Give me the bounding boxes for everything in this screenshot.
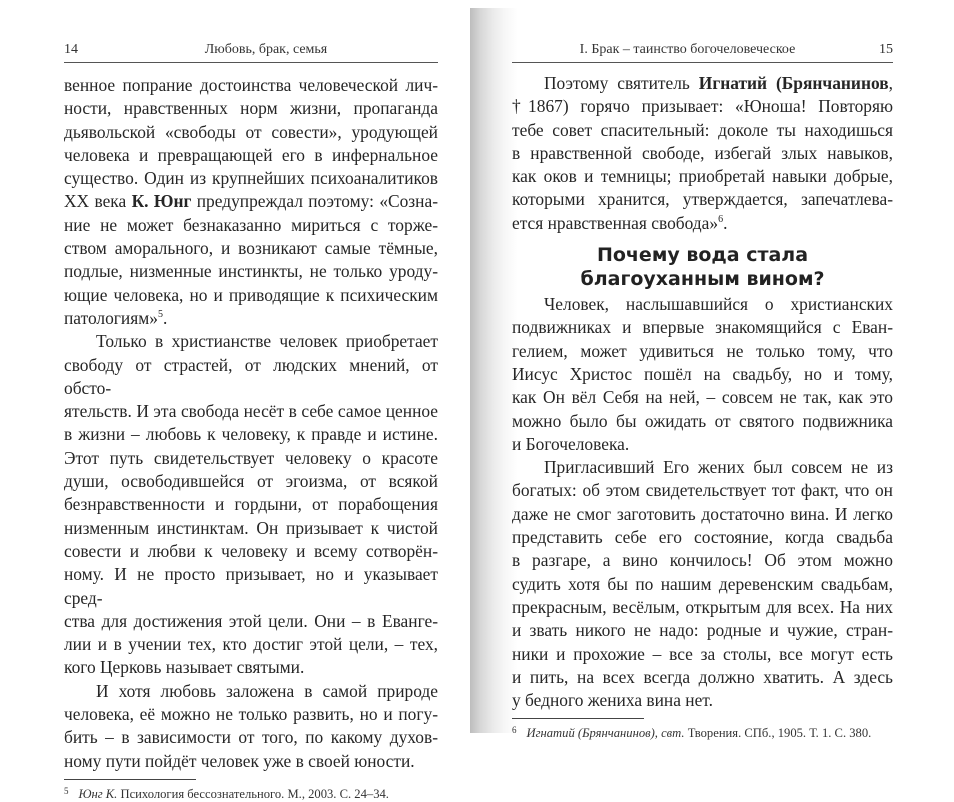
footnote-5	[64, 783, 438, 802]
bold-name: Игнатий (Брянчанинов	[698, 73, 889, 93]
footnote-author: Игнатий (Брянчанинов), свт.	[526, 726, 685, 741]
text-line: ятельств. И эта свобода несёт в себе самое ценное	[64, 401, 438, 422]
text-line: гелием, может удивиться не только тому, что	[512, 340, 893, 361]
text-line: Поэтому святитель Игнатий (Брянчанинов,	[544, 73, 893, 93]
left-page	[0, 0, 470, 801]
left-page-column	[64, 40, 438, 802]
running-head-left	[64, 40, 438, 63]
bold-name: К. Юнг	[131, 191, 192, 212]
text-line: и Богочеловека.	[512, 433, 630, 454]
text-line: даже не смог заготовить достаточно вина. И легко	[512, 503, 893, 524]
text-line: в нравственной свободе, избегай злых навыков,	[512, 142, 893, 163]
text-line: как Он вёл Себя на ней, – совсем не так, как это	[512, 387, 893, 408]
text-line: подлые, низменные инстинкты, не только уроду-	[64, 261, 438, 282]
running-head-title: I. Брак – таинство богочеловеческое	[579, 42, 796, 57]
text-line: представить себе его состояние, когда свадьба	[512, 527, 893, 548]
text-line: у бедного жениха вина нет.	[512, 690, 713, 711]
text-line: совести и любви к человеку и всему сотворён-	[64, 540, 438, 561]
right-body-text	[512, 72, 893, 712]
section-heading	[512, 235, 893, 293]
text-line: которыми хранится, утверждается, запечатлева-	[512, 189, 893, 210]
text-line: Этот путь свидетельствует человеку о красоте	[64, 447, 438, 468]
text-line: тебе совет спасительный: доколе ты находишься	[512, 119, 893, 140]
footnote-ref: 6	[718, 213, 724, 225]
text-line: безнравственности и гордыни, от порабощения	[64, 494, 438, 515]
text-line: и пить, на всех всегда должно хватить. А здесь	[512, 666, 893, 687]
text-line: лии и в учении тех, кто достиг этой цели, – тех,	[64, 634, 438, 655]
page-number: 14	[64, 42, 78, 57]
text-line: существо. Один из крупнейших психоаналитиков	[64, 168, 438, 189]
text-line: человека и превращающей его в инфернальное	[64, 144, 438, 165]
right-page	[470, 8, 954, 741]
text-line: Иисус Христос пошёл на свадьбу, но и тому,	[512, 363, 893, 384]
text-line: бить – в зависимости от того, по какому духов-	[64, 727, 438, 748]
text-line: ному. И не просто призывает, но и указывает сред-	[64, 564, 438, 608]
text-line: Только в христианстве человек приобретает	[96, 331, 438, 352]
footnote-number: 6	[512, 725, 517, 736]
text-line: в разгаре, а вино кончилось! Об этом можно	[512, 550, 893, 571]
text-line: и звать никого не надо: родные и чужие, стран-	[512, 620, 893, 641]
footnote-number: 5	[64, 785, 69, 796]
footnote-6	[512, 722, 893, 741]
section-heading-line: Почему вода стала	[596, 244, 809, 267]
text-line: прекрасным, весёлым, открытым для всех. На них	[512, 596, 893, 617]
running-head-title: Любовь, брак, семья	[204, 42, 328, 57]
left-body-text	[64, 74, 438, 773]
footnote-text: Творения. СПб., 1905. Т. 1. С. 380.	[684, 726, 872, 741]
footnote-text: Психология бессознательного. М., 2003. С. 24–34.	[117, 786, 389, 801]
text-line: венное попрание достоинства человеческой лич-	[64, 75, 438, 95]
text-line: Пригласивший Его жених был совсем не из	[544, 457, 893, 478]
text-line: ющие человека, но и приводящие к психическим	[64, 284, 438, 305]
text-line: богатых: об этом свидетельствует тот факт, что он	[512, 480, 893, 501]
section-heading-line: благоуханным вином?	[580, 268, 825, 291]
text-line: человека, её можно не только развить, но и погу-	[64, 704, 438, 725]
text-line: свободу от страстей, от людских мнений, от обсто-	[64, 354, 438, 398]
text-line: И хотя любовь заложена в самой природе	[96, 680, 438, 701]
paragraphs-before-heading	[512, 72, 893, 235]
text-line: дьявольской «свободы от совести», уродующей	[64, 121, 438, 142]
text-line: в жизни – любовь к человеку, к правде и истине.	[64, 424, 438, 445]
paragraphs-after-heading	[512, 293, 893, 712]
text-line: патологиям»$^5$.	[64, 307, 168, 328]
footnote-divider	[512, 718, 644, 719]
text-line: можно было бы ожидать от святого подвижника	[512, 410, 893, 431]
text-line: Человек, наслышавшийся о христианских	[544, 294, 893, 315]
text-line: ства для достижения этой цели. Они – в Еванге-	[64, 610, 438, 631]
footnote-ref: 5	[157, 308, 163, 320]
text-line: †1867) горячо призывает: «Юноша! Повторяю	[512, 96, 893, 117]
text-line: души, освободившейся от эгоизма, от всякой	[64, 471, 438, 492]
running-head-right	[512, 40, 893, 63]
right-page-column	[512, 40, 893, 741]
text-line: как оков и темницы; приобретай навыки добрые,	[512, 166, 893, 187]
text-line: ние не может безнаказанно мириться с торже-	[64, 214, 438, 235]
text-line: ности, нравственных норм жизни, пропаганда	[64, 98, 438, 119]
text-line: низменным инстинктам. Он призывает к чистой	[64, 517, 438, 538]
text-line: ется нравственная свобода»$^6$.	[512, 212, 728, 233]
page-number: 15	[879, 42, 893, 57]
text-line: XX века К. Юнг предупреждал поэтому: «Созна-	[64, 191, 438, 212]
footnote-divider	[64, 779, 196, 780]
text-line: подвижниках и впервые знакомящийся с Еван-	[512, 317, 893, 338]
text-line: ством аморального, и возникают самые тёмные,	[64, 238, 438, 259]
text-line: ники и прохожие – все за столы, все могут есть	[512, 643, 893, 664]
text-line: судить хотя бы по нашим деревенским свадьбам,	[512, 573, 893, 594]
text-line: кого Церковь называет святыми.	[64, 657, 305, 678]
text-line: ному пути пойдёт человек уже в своей юности.	[64, 750, 415, 771]
footnote-author: Юнг К.	[78, 786, 118, 801]
